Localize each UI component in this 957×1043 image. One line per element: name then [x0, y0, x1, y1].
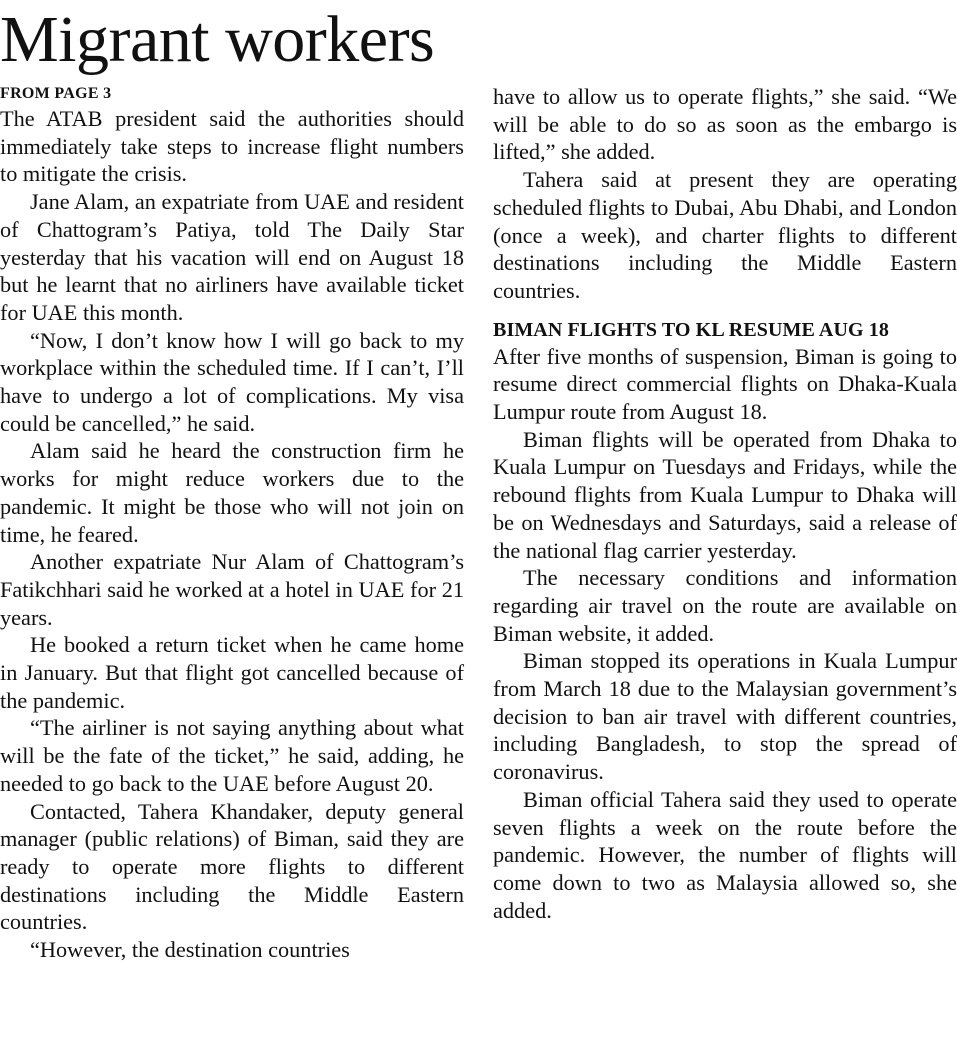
paragraph: He booked a return ticket when he came home in January. But that flight got cancelled because of the pandemic. [0, 632, 464, 713]
paragraph: have to allow us to operate flights,” she said. “We will be able to do so as soon as the embargo is lifted,” she added. [493, 84, 957, 165]
paragraph: The ATAB president said the authorities should immediately take steps to increase flight numbers to mitigate the crisis. [0, 106, 464, 187]
paragraph: The necessary conditions and information regarding air travel on the route are available on Biman website, it added. [493, 565, 957, 646]
paragraph: “Now, I don’t know how I will go back to my workplace within the scheduled time. If I can’t, I’ll have to undergo a lot of complications. My visa could be cancelled,” he said. [0, 327, 464, 436]
paragraph: Contacted, Tahera Khandaker, deputy general manager (public relations) of Biman, said they are ready to operate more flights to different destinations including the Middle Eastern countries. [0, 798, 464, 935]
paragraph: Tahera said at present they are operating scheduled flights to Dubai, Abu Dhabi, and London (once a week), and charter flights to different destinations including the Middle Eastern countries. [493, 167, 957, 303]
continuation-label: FROM PAGE 3 [0, 85, 112, 102]
paragraph: Another expatriate Nur Alam of Chattogram’s Fatikchhari said he worked at a hotel in UAE for 21 years. [0, 549, 464, 630]
paragraph: Biman official Tahera said they used to operate seven flights a week on the route before the pandemic. However, the number of flights will come down to two as Malaysia allowed so, she added. [493, 786, 957, 923]
paragraph: Biman flights will be operated from Dhaka to Kuala Lumpur on Tuesdays and Fridays, while the rebound flights from Kuala Lumpur to Dhaka will be on Wednesdays and Saturdays, said a release of the national flag carrier yesterday. [493, 426, 957, 563]
paragraph: Biman stopped its operations in Kuala Lumpur from March 18 due to the Malaysian government’s decision to ban air travel with different countries, including Bangladesh, to stop the spread of coronavirus. [493, 648, 957, 785]
right-column [493, 83, 957, 924]
subheading: BIMAN FLIGHTS TO KL RESUME AUG 18 [493, 318, 889, 341]
paragraph: After five months of suspension, Biman is going to resume direct commercial flights on Dhaka-Kuala Lumpur route from August 18. [493, 343, 957, 425]
left-column [0, 83, 464, 964]
paragraph: Alam said he heard the construction firm he works for might reduce workers due to the pandemic. It might be those who will not join on time, he feared. [0, 438, 464, 547]
paragraph: Jane Alam, an expatriate from UAE and resident of Chattogram’s Patiya, told The Daily Star yesterday that his vacation will end on August 18 but he learnt that no airliners have available ticket for UAE this month. [0, 189, 464, 325]
paragraph: “However, the destination countries [30, 937, 350, 963]
headline: Migrant workers [0, 3, 435, 76]
paragraph: “The airliner is not saying anything about what will be the fate of the ticket,” he said, adding, he needed to go back to the UAE before August 20. [0, 715, 464, 796]
